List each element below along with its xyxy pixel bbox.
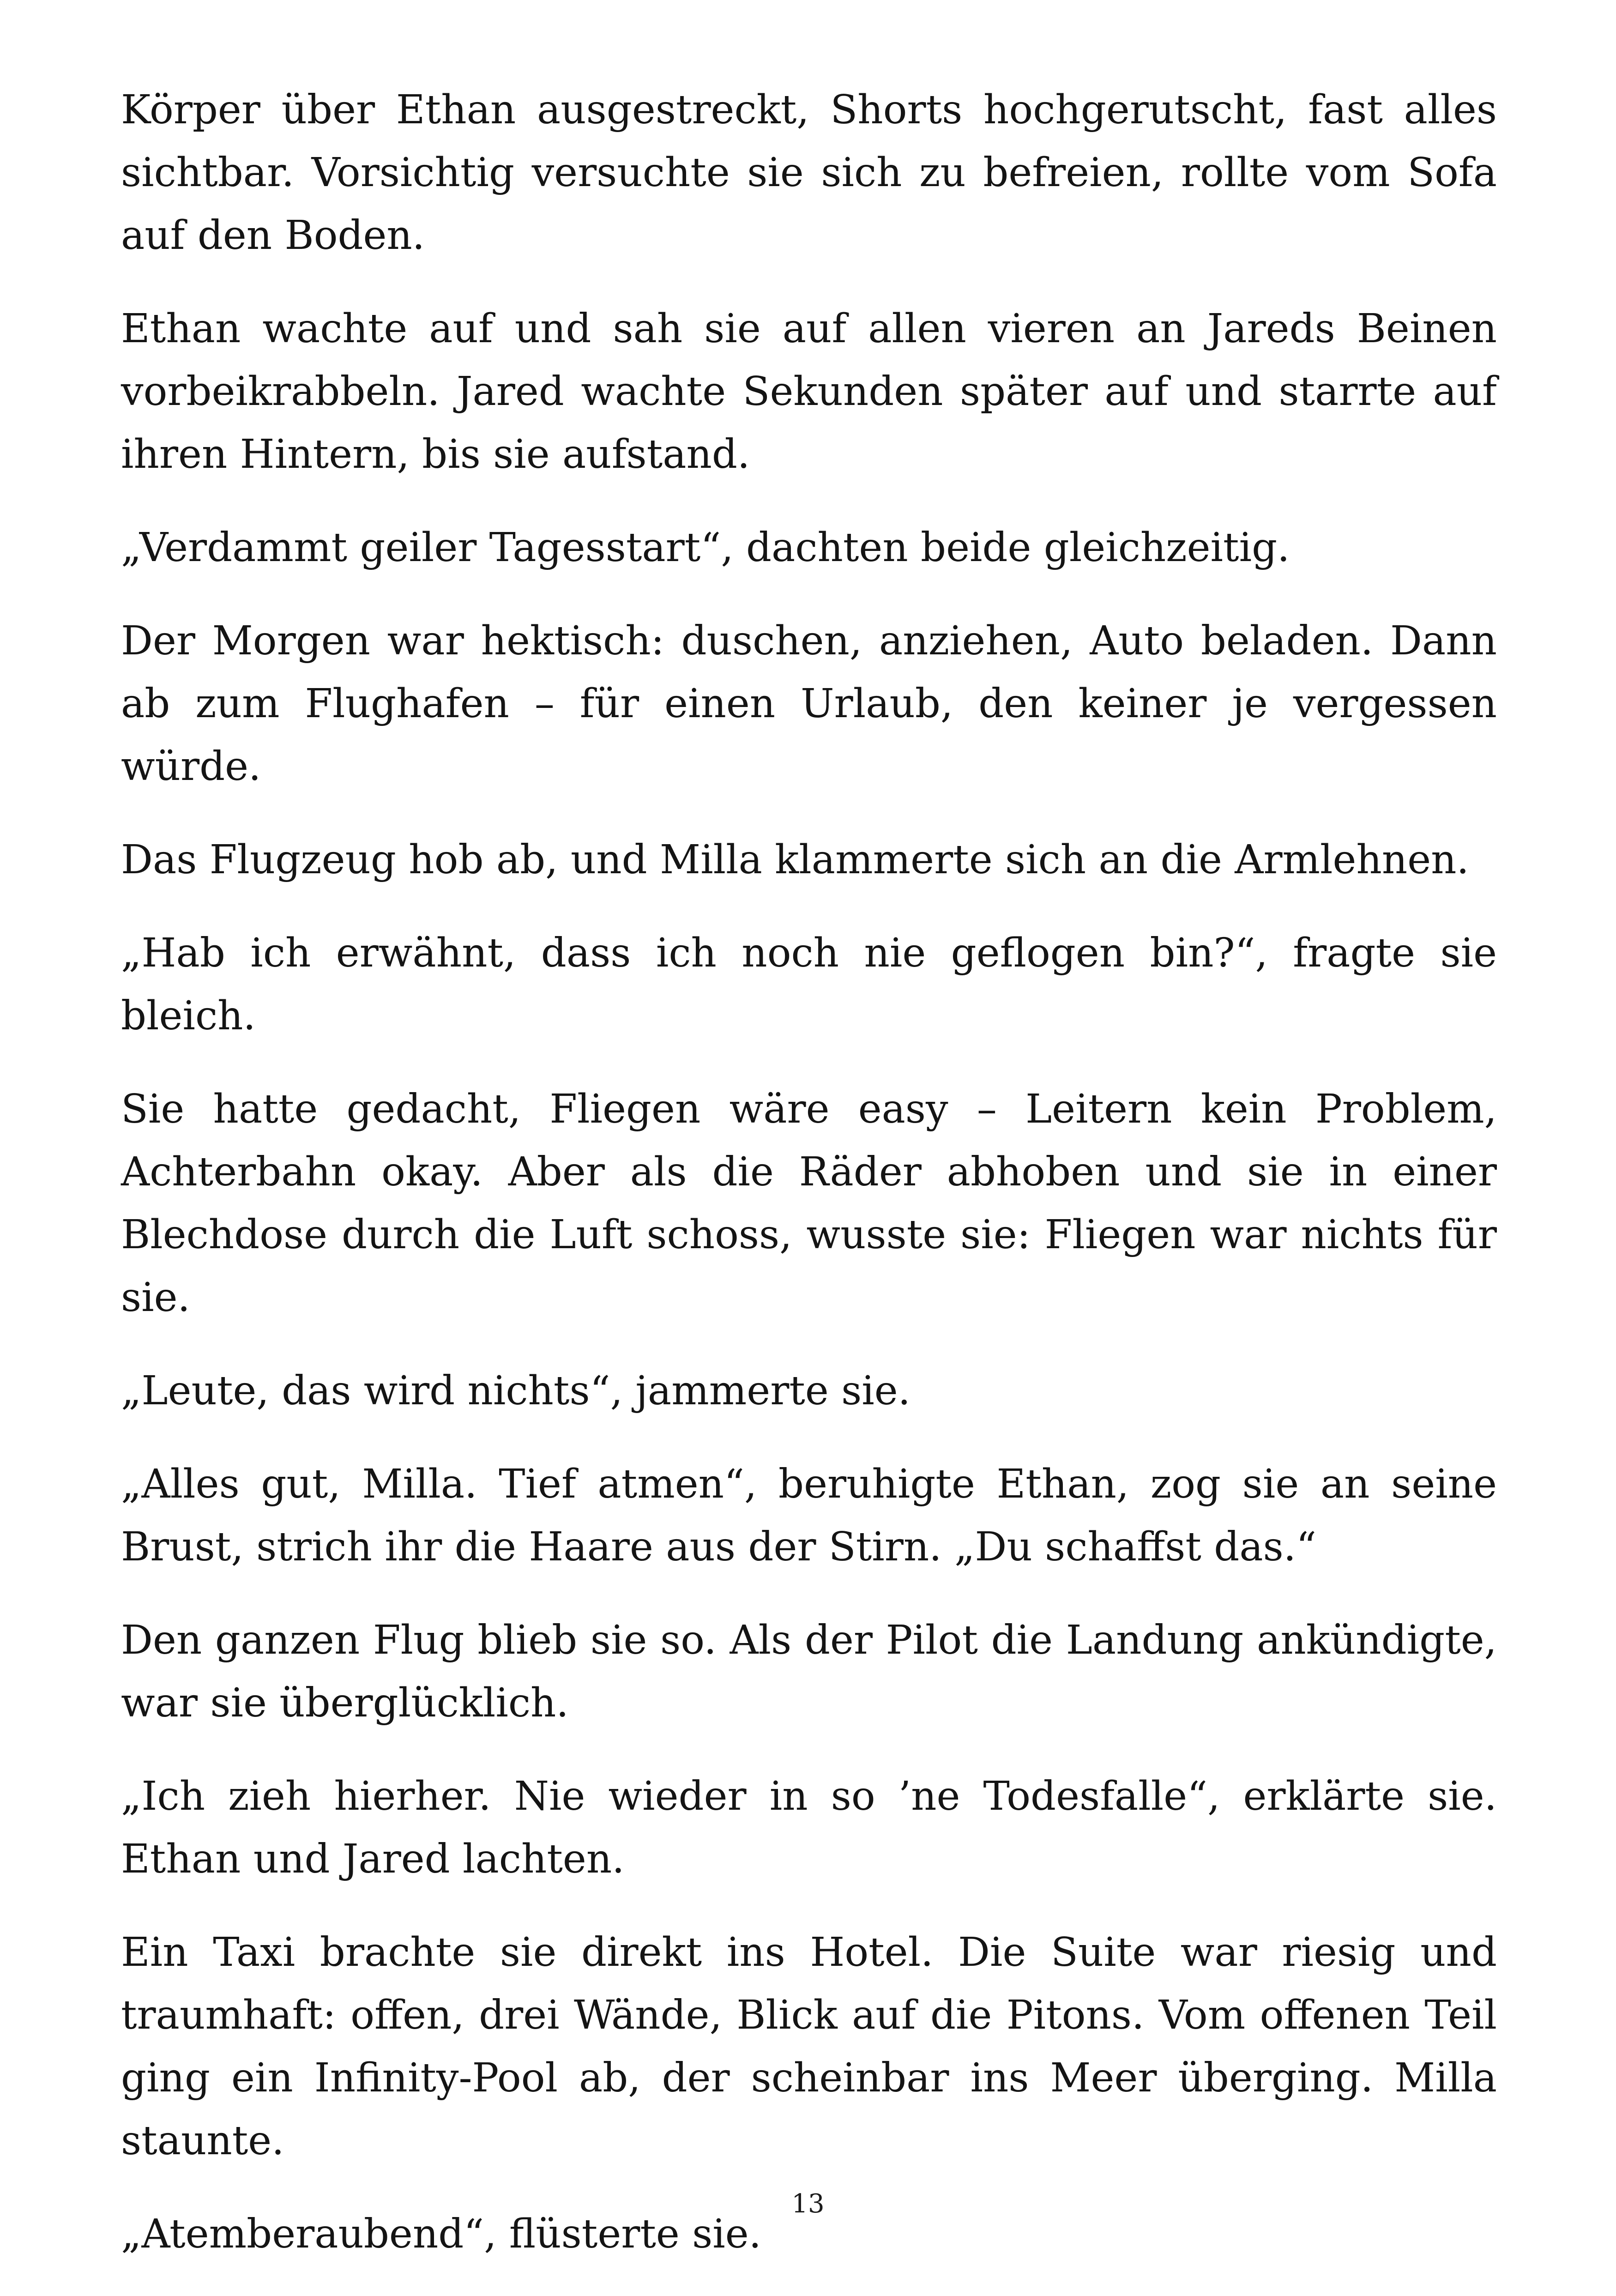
paragraph: „Ich zieh hierher. Nie wieder in so ’ne Todesfalle“, erklärte sie. Ethan und Jared lachten.	[121, 1773, 1497, 1882]
paragraph: Das Flugzeug hob ab, und Milla klammerte sich an die Armlehnen.	[121, 837, 1469, 883]
paragraph: Körper über Ethan ausgestreckt, Shorts hochgerutscht, fast alles sichtbar. Vorsichtig versuchte sie sich zu befreien, rollte vom Sofa auf den Boden.	[121, 87, 1497, 259]
paragraph: Den ganzen Flug blieb sie so. Als der Pilot die Landung ankündigte, war sie überglücklich.	[121, 1617, 1497, 1726]
paragraph: Ethan wachte auf und sah sie auf allen vieren an Jareds Beinen vorbeikrabbeln. Jared wachte Sekunden später auf und starrte auf ihren Hintern, bis sie aufstand.	[121, 306, 1497, 477]
paragraph: Sie hatte gedacht, Fliegen wäre easy – Leitern kein Problem, Achterbahn okay. Aber als die Räder abhoben und sie in einer Blechdose durch die Luft schoss, wusste sie: Fliegen war nichts für sie.	[121, 1086, 1497, 1321]
page-number: 13	[791, 2189, 825, 2219]
body-text	[121, 79, 1497, 2296]
paragraph: „Alles gut, Milla. Tief atmen“, beruhigte Ethan, zog sie an seine Brust, strich ihr die Haare aus der Stirn. „Du schaffst das.“	[121, 1461, 1497, 1570]
paragraph: „Hab ich erwähnt, dass ich noch nie geflogen bin?“, fragte sie bleich.	[121, 930, 1497, 1039]
paragraph: „Verdammt geiler Tagesstart“, dachten beide gleichzeitig.	[121, 525, 1290, 571]
paragraph: „Atemberaubend“, flüsterte sie.	[121, 2211, 762, 2257]
paragraph: Der Morgen war hektisch: duschen, anziehen, Auto beladen. Dann ab zum Flughafen – für einen Urlaub, den keiner je vergessen würde.	[121, 618, 1497, 790]
paragraph: „Leute, das wird nichts“, jammerte sie.	[121, 1368, 911, 1414]
paragraph: Ein Taxi brachte sie direkt ins Hotel. Die Suite war riesig und traumhaft: offen, drei Wände, Blick auf die Pitons. Vom offenen Teil ging ein Infinity-Pool ab, der scheinbar ins Meer überging. Milla staunte.	[121, 1929, 1497, 2164]
